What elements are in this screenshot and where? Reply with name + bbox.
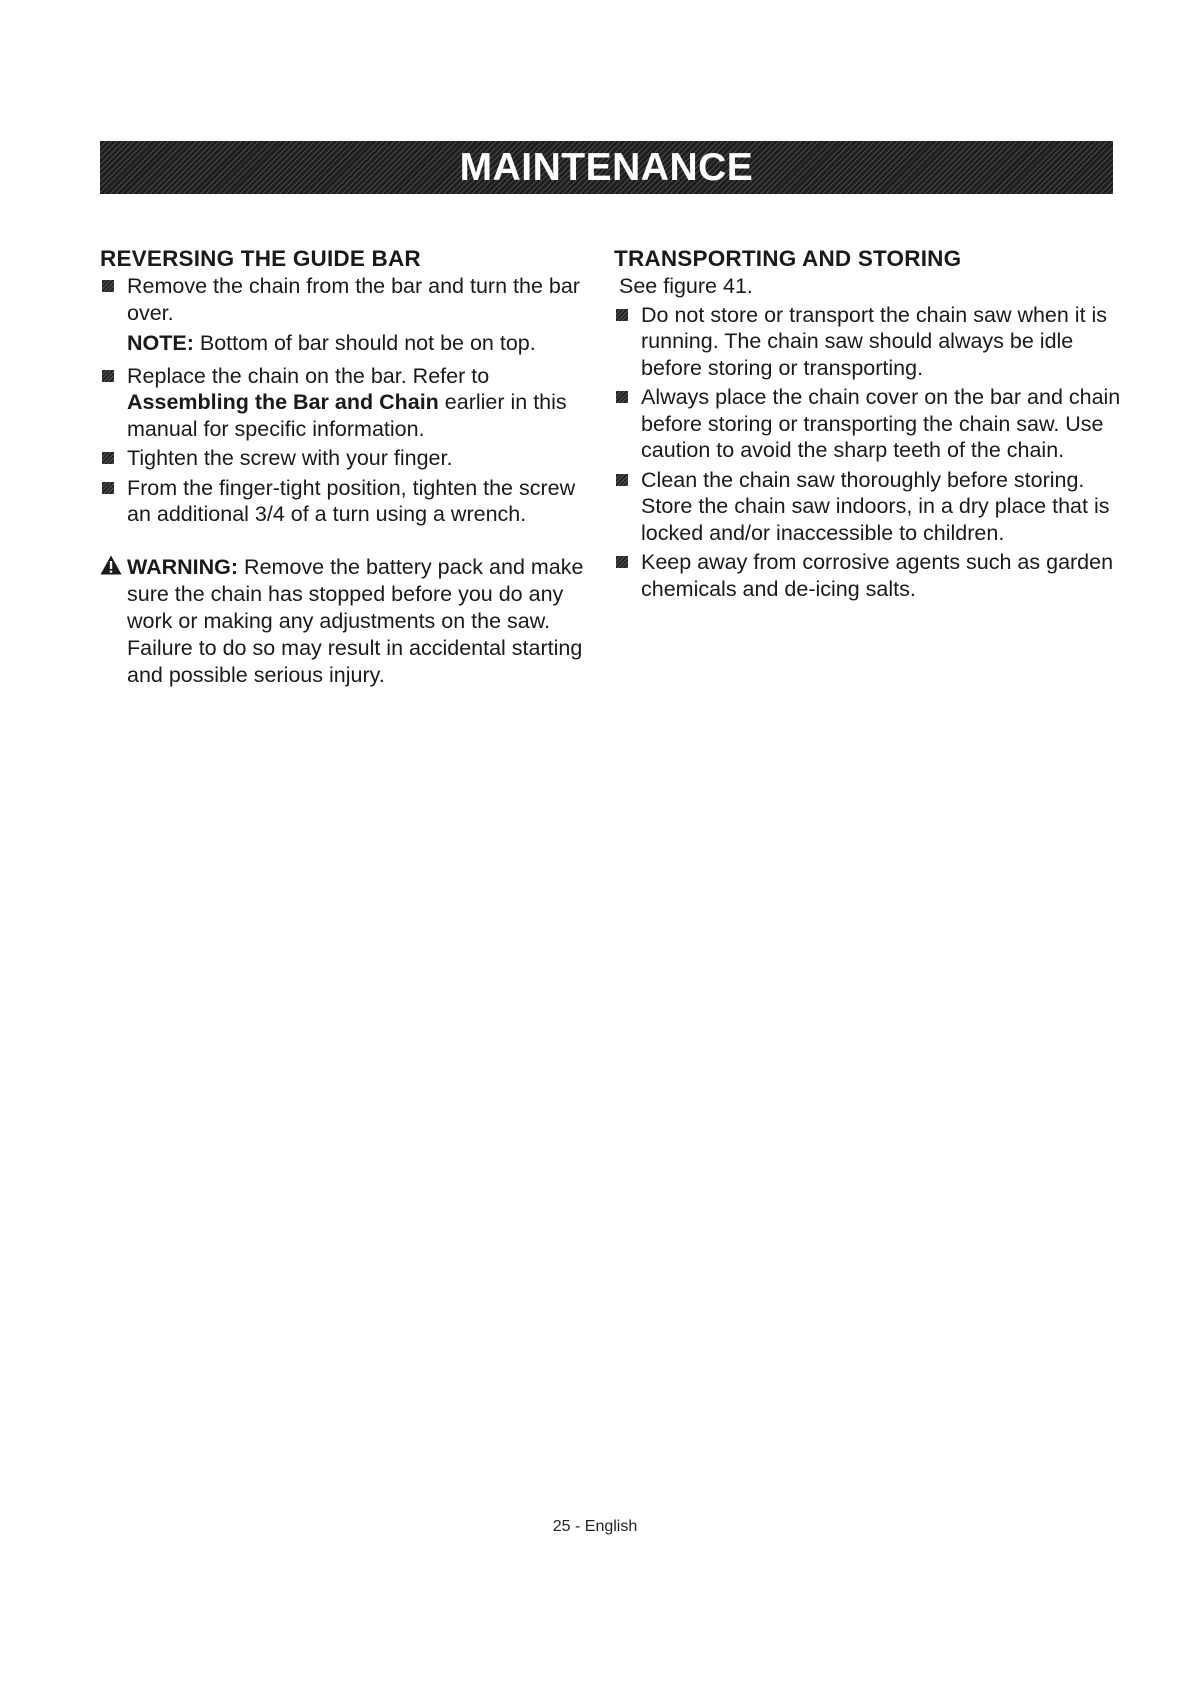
warning-label: WARNING: bbox=[127, 554, 239, 579]
warning-triangle-icon bbox=[100, 555, 122, 575]
cross-reference: Assembling the Bar and Chain bbox=[127, 390, 439, 414]
page-footer bbox=[0, 1518, 1190, 1536]
list-item bbox=[100, 475, 600, 528]
square-bullet-icon bbox=[616, 309, 628, 321]
list-item-text: Keep away from corrosive agents such as garden chemicals and de-icing salts. bbox=[641, 550, 1114, 601]
list-item-text: Always place the chain cover on the bar and chain before storing or transporting the chain saw. Use caution to avoid the sharp teeth of the chain. bbox=[641, 385, 1121, 462]
note-text: Bottom of bar should not be on top. bbox=[193, 331, 536, 355]
reversing-steps-list-continued bbox=[100, 363, 600, 528]
right-column bbox=[614, 245, 1126, 605]
square-bullet-icon bbox=[102, 452, 114, 464]
list-item-text: earlier in this manual for specific information. bbox=[127, 390, 567, 441]
square-bullet-icon bbox=[616, 391, 628, 403]
list-item bbox=[614, 549, 1126, 602]
note bbox=[100, 330, 600, 357]
list-item-text: Tighten the screw with your finger. bbox=[127, 446, 453, 470]
left-column bbox=[100, 245, 600, 689]
square-bullet-icon bbox=[102, 370, 114, 382]
reversing-steps-list bbox=[100, 273, 600, 326]
section-banner bbox=[100, 141, 1113, 194]
list-item bbox=[100, 363, 600, 443]
list-item bbox=[100, 445, 600, 472]
transporting-list bbox=[614, 302, 1126, 603]
list-item-text: Remove the chain from the bar and turn the bar over. bbox=[127, 274, 580, 325]
note-label: NOTE: bbox=[127, 331, 194, 355]
list-item bbox=[614, 467, 1126, 547]
list-item bbox=[614, 384, 1126, 464]
see-figure-reference: See figure 41. bbox=[619, 274, 753, 298]
square-bullet-icon bbox=[102, 280, 114, 292]
list-item-text: Replace the chain on the bar. Refer to bbox=[127, 363, 490, 388]
transporting-storing-heading: TRANSPORTING AND STORING bbox=[614, 246, 962, 271]
list-item bbox=[100, 273, 600, 326]
banner-title: MAINTENANCE bbox=[459, 146, 754, 189]
reversing-guide-bar-heading: REVERSING THE GUIDE BAR bbox=[100, 246, 421, 271]
warning-block bbox=[100, 554, 600, 689]
square-bullet-icon bbox=[616, 474, 628, 486]
list-item-text: Clean the chain saw thoroughly before storing. Store the chain saw indoors, in a dry place that is locked and/or inaccessible to children. bbox=[641, 467, 1110, 545]
list-item bbox=[614, 302, 1126, 382]
list-item-text: Do not store or transport the chain saw when it is running. The chain saw should always be idle before storing or transporting. bbox=[641, 302, 1108, 380]
warning-text: Remove the battery pack and make sure the chain has stopped before you do any work or making any adjustments on the saw. Failure to do so may result in accidental starting and possible serious injury. bbox=[127, 554, 584, 687]
list-item-text: From the finger-tight position, tighten the screw an additional 3/4 of a turn using a wrench. bbox=[127, 475, 576, 526]
page-number: 25 - English bbox=[552, 1518, 638, 1535]
square-bullet-icon bbox=[616, 556, 628, 568]
square-bullet-icon bbox=[102, 482, 114, 494]
